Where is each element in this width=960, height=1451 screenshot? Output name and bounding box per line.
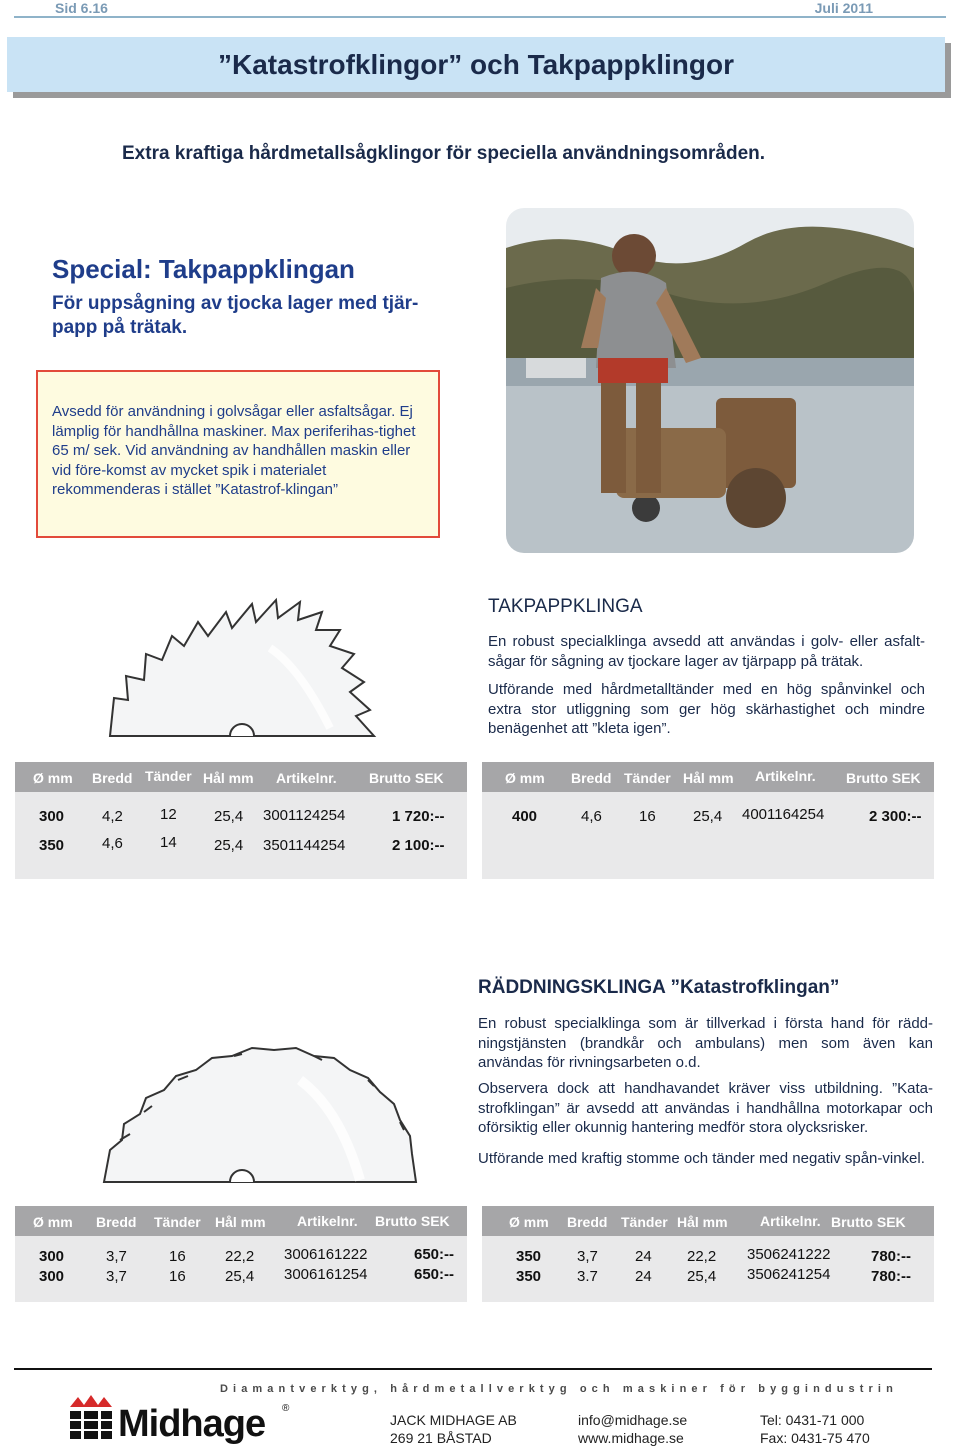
page-date: Juli 2011 (814, 0, 873, 16)
col-teeth: Tänder (621, 1214, 668, 1230)
col-article: Artikelnr. (755, 768, 816, 784)
table-row: 350 3,7 24 22,2 3506241222 780:-- (516, 1246, 912, 1265)
registered-icon: ® (282, 1403, 290, 1414)
footer-website[interactable]: www.midhage.se (578, 1430, 684, 1446)
col-width: Bredd (571, 770, 612, 786)
page-number: Sid 6.16 (55, 0, 108, 16)
col-bore: Hål mm (677, 1214, 728, 1230)
takpapp-paragraph-1: En robust specialklinga avsedd att användas i golv- eller asfalt-sågar för sågning av tjockare lager av tjärpapp på trätak. (488, 633, 925, 670)
special-heading: Special: Takpappklingan (52, 254, 355, 284)
footer-phone: Tel: 0431-71 000 (760, 1412, 865, 1428)
crown-icon (68, 1393, 114, 1445)
logo-wordmark: Midhage (118, 1403, 266, 1445)
warning-box (36, 370, 440, 538)
col-diameter: Ø mm (33, 1214, 73, 1230)
footer-company: JACK MIDHAGE AB (390, 1412, 517, 1428)
footer-fax: Fax: 0431-75 470 (760, 1430, 870, 1446)
takpapp-table-right (482, 762, 934, 879)
takpapp-paragraph-2: Utförande med hårdmetalltänder med en hög spånvinkel och extra stor utliggning som ger hög skärhastighet och mindre benägenhet att ”kleta igen”. (488, 681, 925, 737)
col-diameter: Ø mm (505, 770, 545, 786)
table-header (482, 762, 934, 792)
col-width: Bredd (96, 1214, 137, 1230)
table-row: 400 4,6 16 25,4 4001164254 2 300:-- (512, 806, 922, 825)
header-divider (14, 16, 946, 18)
col-bore: Hål mm (683, 770, 734, 786)
col-teeth: Tänder (624, 770, 671, 786)
raddning-paragraph-3: Utförande med kraftig stomme och tänder med negativ spån-vinkel. (478, 1150, 925, 1167)
col-price: Brutto SEK (831, 1214, 906, 1230)
page-subtitle: Extra kraftiga hårdmetallsågklingor för speciella användningsområden. (122, 143, 766, 164)
table-header (15, 762, 467, 792)
raddning-heading: RÄDDNINGSKLINGA ”Katastrofklingan” (478, 977, 840, 998)
col-diameter: Ø mm (33, 770, 73, 786)
col-bore: Hål mm (203, 770, 254, 786)
table-row: 350 4,6 14 25,4 3501144254 2 100:-- (39, 834, 445, 854)
midhage-logo (68, 1393, 293, 1445)
table-row: 350 3.7 24 25,4 3506241254 780:-- (516, 1266, 912, 1285)
raddning-table-right (482, 1206, 934, 1302)
col-price: Brutto SEK (846, 770, 921, 786)
col-bore: Hål mm (215, 1214, 266, 1230)
footer-address: 269 21 BÅSTAD (390, 1430, 492, 1446)
worker-photo (506, 208, 914, 553)
col-article: Artikelnr. (276, 770, 337, 786)
col-width: Bredd (92, 770, 133, 786)
raddning-blade-image (100, 1040, 420, 1185)
col-price: Brutto SEK (375, 1213, 450, 1229)
col-width: Bredd (567, 1214, 608, 1230)
takpapp-table-left (15, 762, 467, 879)
col-article: Artikelnr. (760, 1213, 821, 1229)
col-teeth: Tänder (154, 1214, 201, 1230)
table-header (15, 1206, 467, 1236)
raddning-paragraph-1: En robust specialklinga som är tillverkad i första hand för rädd-ningstjänsten (brandkår och ambulans) men som även kan användas för rivningsarbeten o.d. (478, 1015, 933, 1071)
table-row: 300 3,7 16 25,4 3006161254 650:-- (39, 1266, 455, 1285)
footer-tagline: Diamantverktyg, hårdmetallverktyg och maskiner för byggindustrin (220, 1383, 898, 1395)
warning-text: Avsedd för användning i golvsågar eller asfaltsågar. Ej lämplig för handhållna maskiner. Max periferihas-tighet 65 m/ sek. Vid användning av handhållen maskin eller vid före-komst av mycket spik i materialet rekommenderas i stället ”Katastrof-klingan” (52, 403, 416, 498)
table-row: 300 3,7 16 22,2 3006161222 650:-- (39, 1246, 455, 1265)
raddning-table-left (15, 1206, 467, 1302)
special-description: För uppsågning av tjocka lager med tjär-papp på trätak. (52, 293, 419, 338)
page-title: ”Katastrofklingor” och Takpappklingor (218, 48, 734, 80)
col-price: Brutto SEK (369, 770, 444, 786)
col-teeth: Tänder (145, 768, 192, 784)
raddning-paragraph-2: Observera dock att handhavandet kräver viss utbildning. ”Kata-strofklingan” är avsedd att användas i handhållna motorkapar och oförsiktig eller okunnig hantering medför stora olycksrisker. (478, 1080, 933, 1136)
takpapp-blade-image (100, 588, 400, 738)
title-banner (7, 37, 945, 92)
table-header (482, 1206, 934, 1236)
footer-divider (14, 1368, 932, 1370)
takpapp-heading: TAKPAPPKLINGA (488, 596, 643, 617)
table-row: 300 4,2 12 25,4 3001124254 1 720:-- (39, 806, 445, 825)
worker-photo-illustration (506, 208, 914, 553)
footer-email[interactable]: info@midhage.se (578, 1412, 688, 1428)
col-article: Artikelnr. (297, 1213, 358, 1229)
col-diameter: Ø mm (509, 1214, 549, 1230)
